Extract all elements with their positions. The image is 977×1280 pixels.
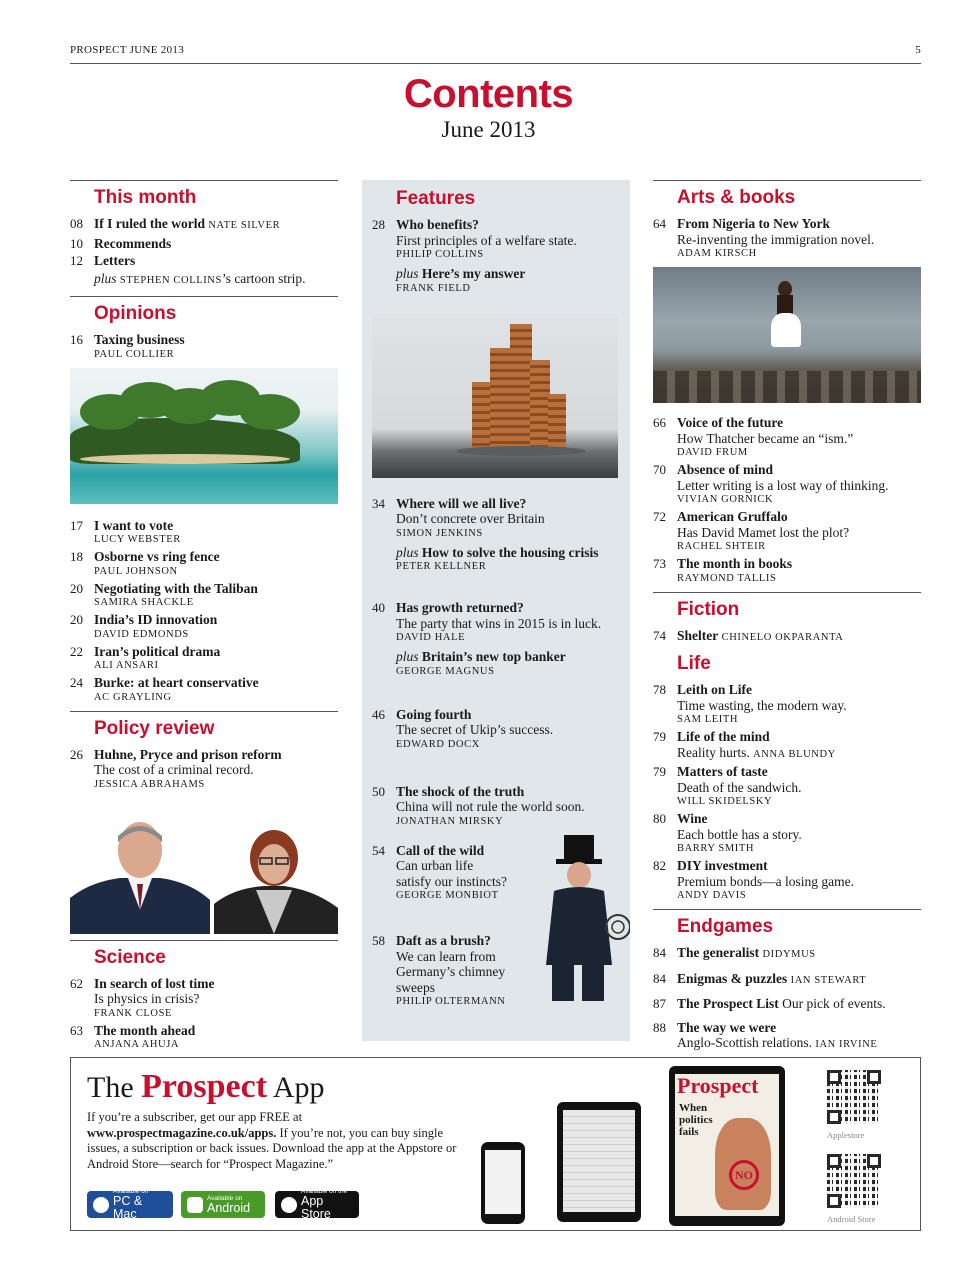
entry-dek: Re-inventing the immigration novel. xyxy=(677,231,875,247)
section-heading: This month xyxy=(94,187,197,208)
page-ref: 20 xyxy=(70,580,83,596)
entry-title: How to solve the housing crisis xyxy=(421,544,599,560)
entry-title: India’s ID innovation xyxy=(94,612,218,627)
entry-dek: Letter writing is a lost way of thinking. xyxy=(677,477,889,493)
entry-title: Absence of mind xyxy=(677,462,774,477)
plus-prefix: plus xyxy=(396,544,419,560)
entry-dek: China will not rule the world soon. xyxy=(396,799,585,814)
page-ref: 34 xyxy=(372,495,385,511)
page-ref: 87 xyxy=(653,996,666,1011)
entry-title: Taxing business xyxy=(94,332,185,347)
entry-title: Call of the wild xyxy=(396,842,485,858)
entry-author: AC GRAYLING xyxy=(94,691,172,703)
entry-title: Letters xyxy=(94,253,136,268)
entry-title: From Nigeria to New York xyxy=(677,216,830,231)
entry-dek: Our pick of events. xyxy=(782,996,886,1011)
section-heading: Opinions xyxy=(94,303,177,324)
entry-dek: Don’t concrete over Britain xyxy=(396,511,545,526)
entry-dek: Time wasting, the modern way. xyxy=(677,697,847,713)
page-ref: 46 xyxy=(372,706,385,722)
entry-title: In search of lost time xyxy=(94,975,215,991)
entry-title: The Prospect List xyxy=(677,996,779,1011)
entry-title: Enigmas & puzzles xyxy=(677,970,788,986)
entry-title: I want to vote xyxy=(94,517,174,533)
entry-author: VIVIAN GORNICK xyxy=(677,494,774,505)
button-label: Android xyxy=(207,1200,251,1215)
entry-author: DAVID FRUM xyxy=(677,447,748,458)
button-label: App Store xyxy=(301,1194,331,1221)
cover-headline: When politics fails xyxy=(679,1102,713,1138)
toc-entry[interactable] xyxy=(653,462,921,507)
page-ref: 20 xyxy=(70,612,83,627)
section-policy-review xyxy=(70,711,338,934)
page-ref: 66 xyxy=(653,415,666,430)
issue-date: June 2013 xyxy=(441,117,536,142)
toc-entry[interactable] xyxy=(70,236,338,252)
entry-title: Shelter xyxy=(677,627,719,643)
app-promo-box xyxy=(70,1057,921,1231)
entry-dek: Anglo-Scottish relations. xyxy=(677,1035,812,1050)
toc-entry[interactable] xyxy=(653,729,921,762)
tablet-device xyxy=(669,1066,785,1226)
toc-entry[interactable] xyxy=(70,675,338,705)
entry-dek: satisfy our instincts? xyxy=(396,873,507,889)
entry-author: ALI ANSARI xyxy=(94,660,159,671)
toc-entry[interactable] xyxy=(653,415,921,460)
section-arts-books xyxy=(653,180,921,586)
island-photo xyxy=(70,368,338,504)
chimney-sweep-photo xyxy=(534,835,630,1001)
cover-masthead: Prospect xyxy=(677,1073,759,1098)
section-heading: Science xyxy=(94,946,166,968)
page-ref: 28 xyxy=(372,217,385,232)
app-desc-line1: If you’re a subscriber, get our app FREE at xyxy=(87,1110,303,1124)
entry-title: Life of the mind xyxy=(677,729,770,744)
right-column xyxy=(653,180,921,1055)
page-ref: 62 xyxy=(70,975,83,991)
entry-title: Recommends xyxy=(94,235,172,251)
entry-author: PAUL COLLIER xyxy=(94,348,175,360)
entry-title: Negotiating with the Taliban xyxy=(94,580,258,596)
entry-title: American Gruffalo xyxy=(677,509,788,524)
page-ref: 18 xyxy=(70,549,83,564)
entry-title: Voice of the future xyxy=(677,415,784,430)
plus-prefix: plus xyxy=(94,270,117,286)
entry-author: JONATHAN MIRSKY xyxy=(396,815,504,827)
toc-entry[interactable] xyxy=(653,216,921,261)
section-science xyxy=(70,940,338,1053)
section-heading: Life xyxy=(677,653,711,674)
section-opinions xyxy=(70,296,338,705)
toc-entry[interactable] xyxy=(70,549,338,579)
page-ref: 84 xyxy=(653,945,666,960)
app-description xyxy=(87,1110,467,1172)
toc-entry[interactable] xyxy=(70,612,338,642)
toc-entry[interactable] xyxy=(70,332,338,362)
features-column xyxy=(362,180,630,1041)
entry-title: Huhne, Pryce and prison reform xyxy=(94,746,282,762)
toc-entry[interactable] xyxy=(653,996,921,1012)
entry-author: SIMON JENKINS xyxy=(396,527,483,539)
beach-photo xyxy=(653,267,921,403)
entry-author: ANNA BLUNDY xyxy=(753,748,836,760)
toc-entry[interactable] xyxy=(70,581,338,611)
android-store-qr-label: Android Store xyxy=(827,1214,876,1224)
app-title xyxy=(87,1068,325,1107)
plus-text: ’s cartoon strip. xyxy=(221,270,306,286)
page-ref: 70 xyxy=(653,462,666,477)
button-small-text: Available on the xyxy=(301,1188,348,1195)
entry-author: NATE SILVER xyxy=(208,220,281,231)
entry-author: BARRY SMITH xyxy=(677,843,755,854)
toc-entry[interactable] xyxy=(70,976,338,1021)
toc-entry[interactable] xyxy=(70,253,338,269)
entry-author: IAN IRVINE xyxy=(815,1039,878,1050)
entry-author: PETER KELLNER xyxy=(396,561,487,572)
toc-entry[interactable] xyxy=(653,628,921,646)
coin-towers-photo xyxy=(372,314,618,478)
entry-dek: Death of the sandwich. xyxy=(677,779,802,795)
entry-author: IAN STEWART xyxy=(790,974,867,986)
entry-dek: Can urban life xyxy=(396,858,474,873)
entry-author: ANJANA AHUJA xyxy=(94,1039,180,1050)
entry-dek: Germany’s chimney xyxy=(396,964,506,979)
entry-author: FRANK FIELD xyxy=(396,282,471,294)
toc-entry[interactable] xyxy=(70,216,338,234)
toc-entry[interactable] xyxy=(653,811,921,856)
page-ref: 82 xyxy=(653,858,666,873)
toc-entry[interactable] xyxy=(372,707,620,752)
entry-author: DAVID EDMONDS xyxy=(94,628,189,640)
toc-entry[interactable] xyxy=(653,945,921,963)
app-store-button[interactable] xyxy=(275,1188,359,1221)
running-head-title: PROSPECT JUNE 2013 xyxy=(70,44,184,56)
page-ref: 12 xyxy=(70,253,83,268)
page-ref: 73 xyxy=(653,556,666,571)
toc-entry[interactable] xyxy=(70,644,338,674)
entry-title: Has growth returned? xyxy=(396,600,524,615)
plus-entry[interactable] xyxy=(396,266,620,296)
woman-portrait xyxy=(204,820,338,934)
man-portrait xyxy=(70,820,210,934)
page-ref: 17 xyxy=(70,517,83,533)
toc-entry[interactable] xyxy=(653,971,921,989)
page-ref: 54 xyxy=(372,842,385,858)
page-ref: 24 xyxy=(70,675,83,690)
toc-entry[interactable] xyxy=(653,509,921,554)
page-ref: 64 xyxy=(653,216,666,231)
toc-entry[interactable] xyxy=(653,764,921,809)
entry-title: Britain’s new top banker xyxy=(421,649,566,664)
entry-author: EDWARD DOCX xyxy=(396,738,480,750)
entry-title: Who benefits? xyxy=(396,217,479,232)
plus-prefix: plus xyxy=(396,266,419,281)
entry-title: The shock of the truth xyxy=(396,783,525,799)
page-ref: 79 xyxy=(653,764,666,779)
entry-title: If I ruled the world xyxy=(94,216,205,231)
entry-title: The generalist xyxy=(677,945,760,960)
toc-entry[interactable] xyxy=(70,747,338,792)
pc-mac-button[interactable] xyxy=(87,1188,173,1221)
features-head xyxy=(372,180,620,212)
toc-entry[interactable] xyxy=(372,496,620,541)
opinion-list xyxy=(70,518,338,705)
app-title-post: App xyxy=(272,1071,325,1104)
toc-entry[interactable] xyxy=(372,784,620,829)
android-store-qr[interactable] xyxy=(827,1154,881,1208)
entry-title: Here’s my answer xyxy=(421,266,526,281)
entry-dek: Premium bonds—a losing game. xyxy=(677,873,854,889)
running-head xyxy=(70,44,921,64)
entry-title: The month ahead xyxy=(94,1022,196,1038)
entry-title: Iran’s political drama xyxy=(94,643,221,659)
entry-author: RAYMOND TALLIS xyxy=(677,572,777,584)
plus-line xyxy=(94,271,338,289)
app-desc-line2: If you’re not, you can buy single issues, a subscription or back issues. Download the app at the Appstore or Android Store—search for “Prospect Magazine.” xyxy=(87,1125,457,1171)
entry-author: GEORGE MONBIOT xyxy=(396,890,499,901)
entry-author: ADAM KIRSCH xyxy=(677,248,757,259)
portraits-photo xyxy=(70,802,338,934)
page-ref: 74 xyxy=(653,627,666,643)
entry-author: FRANK CLOSE xyxy=(94,1007,173,1019)
page-ref: 50 xyxy=(372,783,385,799)
section-endgames xyxy=(653,909,921,1053)
entry-author: RACHEL SHTEIR xyxy=(677,541,766,552)
android-icon xyxy=(187,1197,203,1213)
entry-title: Wine xyxy=(677,811,708,826)
page-ref: 40 xyxy=(372,600,385,615)
page-ref: 78 xyxy=(653,682,666,697)
entry-dek: sweeps xyxy=(396,979,435,995)
prospect-logo: Prospect xyxy=(141,1068,268,1105)
entry-author: LUCY WEBSTER xyxy=(94,534,181,545)
entry-title: The way we were xyxy=(677,1019,777,1035)
entry-title: Daft as a brush? xyxy=(396,933,491,948)
page-ref: 88 xyxy=(653,1019,666,1035)
entry-author: STEPHEN COLLINS xyxy=(119,274,222,286)
phone-device xyxy=(481,1142,525,1224)
section-fiction xyxy=(653,592,921,646)
entry-dek: Reality hurts. xyxy=(677,744,750,760)
toc-entry[interactable] xyxy=(372,217,620,262)
entry-author: PHILIP COLLINS xyxy=(396,249,484,260)
toc-entry[interactable] xyxy=(372,600,620,645)
plus-prefix: plus xyxy=(396,649,419,664)
entry-dek: How Thatcher became an “ism.” xyxy=(677,430,854,446)
applestore-qr-label: Applestore xyxy=(827,1130,865,1140)
left-column xyxy=(70,180,338,1054)
entry-author: SAM LEITH xyxy=(677,714,739,725)
entry-title: Burke: at heart conservative xyxy=(94,675,259,690)
page-ref: 26 xyxy=(70,746,83,762)
section-this-month xyxy=(70,180,338,288)
cover-badge: NO xyxy=(729,1160,759,1190)
entry-title: Leith on Life xyxy=(677,682,753,697)
page-ref: 80 xyxy=(653,811,666,826)
entry-title: The month in books xyxy=(677,556,793,571)
section-heading: Arts & books xyxy=(677,187,796,208)
section-life xyxy=(653,647,921,903)
entry-author: ANDY DAVIS xyxy=(677,890,747,901)
entry-author: WILL SKIDELSKY xyxy=(677,796,773,807)
entry-title: Going fourth xyxy=(396,706,472,722)
toc-entry[interactable] xyxy=(653,682,921,727)
android-button[interactable] xyxy=(181,1191,265,1218)
entry-author: JESSICA ABRAHAMS xyxy=(94,778,205,790)
plus-entry[interactable] xyxy=(396,545,620,575)
app-url-link[interactable]: www.prospectmagazine.co.uk/apps. xyxy=(87,1125,277,1140)
sweep-block xyxy=(372,843,620,1010)
entry-dek: Has David Mamet lost the plot? xyxy=(677,524,850,540)
toc-entry[interactable] xyxy=(653,1020,921,1053)
small-tablet-device xyxy=(557,1102,641,1222)
page-ref: 58 xyxy=(372,933,385,948)
button-small-text: Available on xyxy=(113,1188,149,1195)
app-title-pre: The xyxy=(87,1071,134,1104)
section-heading: Endgames xyxy=(677,916,774,937)
page-ref: 84 xyxy=(653,970,666,986)
entry-title: Matters of taste xyxy=(677,764,768,779)
entry-author: DAVID HALE xyxy=(396,632,466,643)
entry-author: PAUL JOHNSON xyxy=(94,565,178,577)
entry-dek: Each bottle has a story. xyxy=(677,826,802,842)
entry-title: DIY investment xyxy=(677,858,768,873)
title-block xyxy=(0,72,977,144)
entry-author: GEORGE MAGNUS xyxy=(396,665,495,677)
entry-title: Where will we all live? xyxy=(396,495,527,511)
toc-entry[interactable] xyxy=(653,556,921,586)
entry-author: SAMIRA SHACKLE xyxy=(94,597,194,608)
page-ref: 72 xyxy=(653,509,666,524)
button-label: PC & Mac xyxy=(113,1194,143,1221)
button-small-text: Available on xyxy=(207,1194,243,1202)
page-ref: 16 xyxy=(70,332,83,347)
page-ref: 10 xyxy=(70,235,83,251)
page-ref: 79 xyxy=(653,729,666,744)
page-title: Contents xyxy=(403,72,574,116)
plus-entry[interactable] xyxy=(396,649,620,679)
entry-dek: Is physics in crisis? xyxy=(94,991,200,1006)
entry-author: PHILIP OLTERMANN xyxy=(396,996,506,1007)
page-number: 5 xyxy=(915,44,921,56)
entry-dek: First principles of a welfare state. xyxy=(396,232,577,248)
toc-entry[interactable] xyxy=(70,518,338,548)
pc-mac-icon xyxy=(93,1197,109,1213)
entry-title: Osborne vs ring fence xyxy=(94,549,220,564)
entry-author: CHINELO OKPARANTA xyxy=(721,631,844,643)
section-heading: Fiction xyxy=(677,598,740,620)
applestore-qr[interactable] xyxy=(827,1070,881,1124)
toc-entry[interactable] xyxy=(653,858,921,903)
entry-dek: The party that wins in 2015 is in luck. xyxy=(396,615,602,631)
apple-icon xyxy=(281,1197,297,1213)
entry-dek: The secret of Ukip’s success. xyxy=(396,722,554,737)
entry-dek: The cost of a criminal record. xyxy=(94,762,254,777)
page-ref: 63 xyxy=(70,1022,83,1038)
entry-dek: We can learn from xyxy=(396,948,496,964)
entry-author: DIDYMUS xyxy=(762,949,816,960)
section-heading: Features xyxy=(396,188,476,209)
section-heading: Policy review xyxy=(94,717,215,739)
toc-entry[interactable] xyxy=(70,1023,338,1053)
page-ref: 22 xyxy=(70,643,83,659)
page-ref: 08 xyxy=(70,216,83,231)
